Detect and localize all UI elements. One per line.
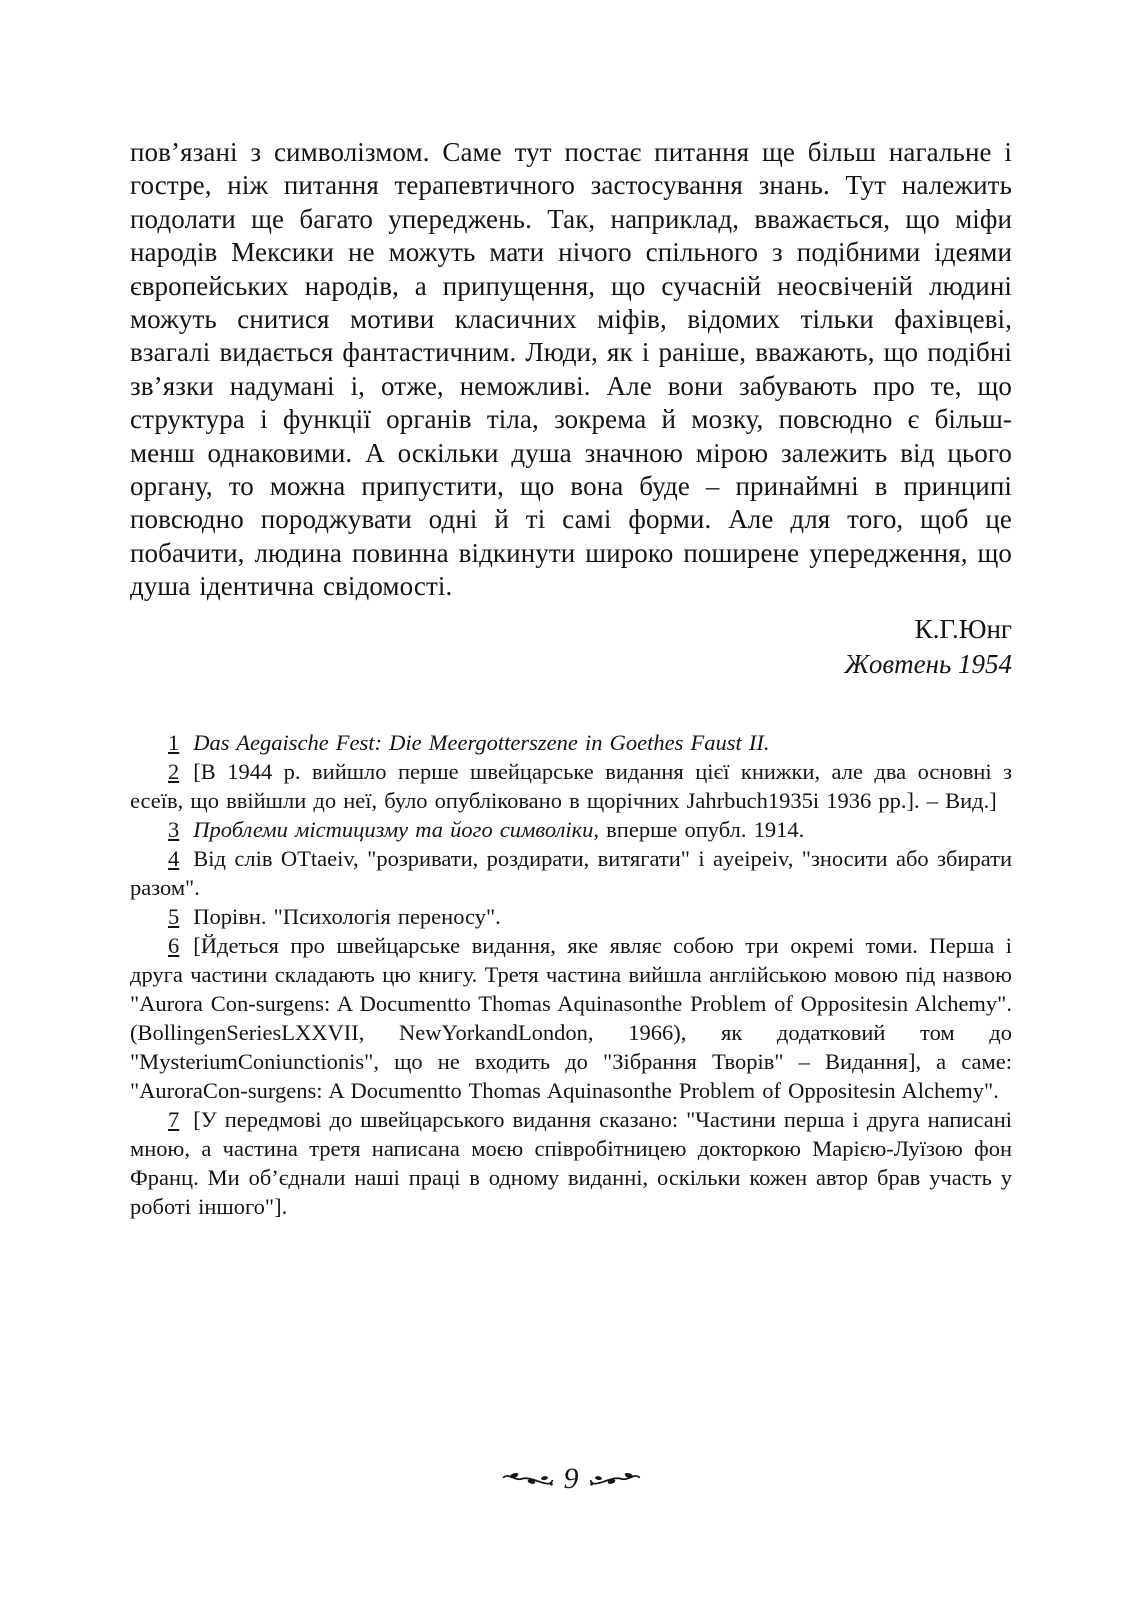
footnote-3 xyxy=(130,815,1012,844)
footnote-3-number: 3 xyxy=(168,816,180,842)
footnote-6-text: [Йдеться про швейцарське видання, яке являє собою три окремі томи. Перша і друга частини складають цю книгу. Третя частина вийшла англійською мовою під назвою "Aurora Con-surgens: A Documentto Thomas Aquinasonthe Problem of Oppositesin Alchemy". (BollingenSeriesLXXVII, NewYorkandLondon, 1966), як додатковий том до "MysteriumConiunctionis", що не входить до "Зібрання Творів" – Видання], а саме: "AuroraCon-surgens: A Documentto Thomas Aquinasonthe Problem of Oppositesin Alchemy". xyxy=(130,932,1012,1103)
footnote-6 xyxy=(130,931,1012,1105)
footnote-5-number: 5 xyxy=(168,903,180,929)
footnote-2-number: 2 xyxy=(168,758,180,784)
footnote-7-text: [У передмові до швейцарського видання сказано: "Частини перша і друга написані мною, а частина третя написана моєю співробітницею докторкою Марією-Луїзою фон Франц. Ми об’єднали наші праці в одному виданні, оскільки кожен автор брав участь у роботі іншого"]. xyxy=(130,1106,1012,1219)
flourish-right-icon xyxy=(589,1469,641,1489)
signature-block xyxy=(130,612,1012,682)
footnote-7-number: 7 xyxy=(168,1106,180,1132)
footnote-7 xyxy=(130,1105,1012,1221)
footnote-3-text: , вперше опубл. 1914. xyxy=(593,816,805,842)
page-footer xyxy=(0,1462,1142,1496)
footnote-5 xyxy=(130,902,1012,931)
footnote-4-number: 4 xyxy=(168,845,180,871)
signature-author: К.Г.Юнг xyxy=(914,613,1012,644)
footnote-3-italic-text: Проблеми містицизму та його символіки xyxy=(193,816,594,842)
page-content xyxy=(130,136,1012,1221)
footnote-1-italic-text: Das Aegaische Fest: Die Meergotterszene in Goethes Faust II. xyxy=(193,729,770,755)
footnotes-section xyxy=(130,728,1012,1221)
footnote-2-text: [В 1944 р. вийшло перше швейцарське видання цієї книжки, але два основні з есеїв, що ввійшли до неї, було опубліковано в щорічних Jahrbuch1935і 1936 рр.]. – Вид.] xyxy=(130,758,1012,813)
footnote-1-number: 1 xyxy=(168,729,180,755)
page-number-ornament-group xyxy=(502,1462,641,1496)
footnote-6-number: 6 xyxy=(168,932,180,958)
footnote-4-text: Від слів OTtaeiv, "розривати, роздирати, витягати" і ayeipeiv, "зносити або збирати разом". xyxy=(130,845,1012,900)
signature-date: Жовтень 1954 xyxy=(844,648,1012,679)
footnote-4 xyxy=(130,844,1012,902)
footnote-2 xyxy=(130,757,1012,815)
flourish-left-icon xyxy=(502,1469,554,1489)
footnote-1 xyxy=(130,728,1012,757)
body-paragraph: пов’язані з символізмом. Саме тут постає питання ще більш нагальне і гостре, ніж питання терапевтичного застосування знань. Тут належить подолати ще багато упереджень. Так, наприклад, вважається, що міфи народів Мексики не можуть мати нічого спільного з подібними ідеями європейських народів, а припущення, що сучасній неосвіченій людині можуть снитися мотиви класичних міфів, відомих тільки фахівцеві, взагалі видається фантастичним. Люди, як і раніше, вважають, що подібні зв’язки надумані і, отже, неможливі. Але вони забувають про те, що структура і функції органів тіла, зокрема й мозку, повсюдно є більш-менш однаковими. А оскільки душа значною мірою залежить від цього органу, то можна припустити, що вона буде – принаймні в принципі повсюдно породжувати одні й ті самі форми. Але для того, щоб це побачити, людина повинна відкинути широко поширене упередження, що душа ідентична свідомості. xyxy=(130,137,1012,602)
footnote-5-text: Порівн. "Психологія переносу". xyxy=(193,903,501,929)
page-number: 9 xyxy=(563,1462,579,1495)
